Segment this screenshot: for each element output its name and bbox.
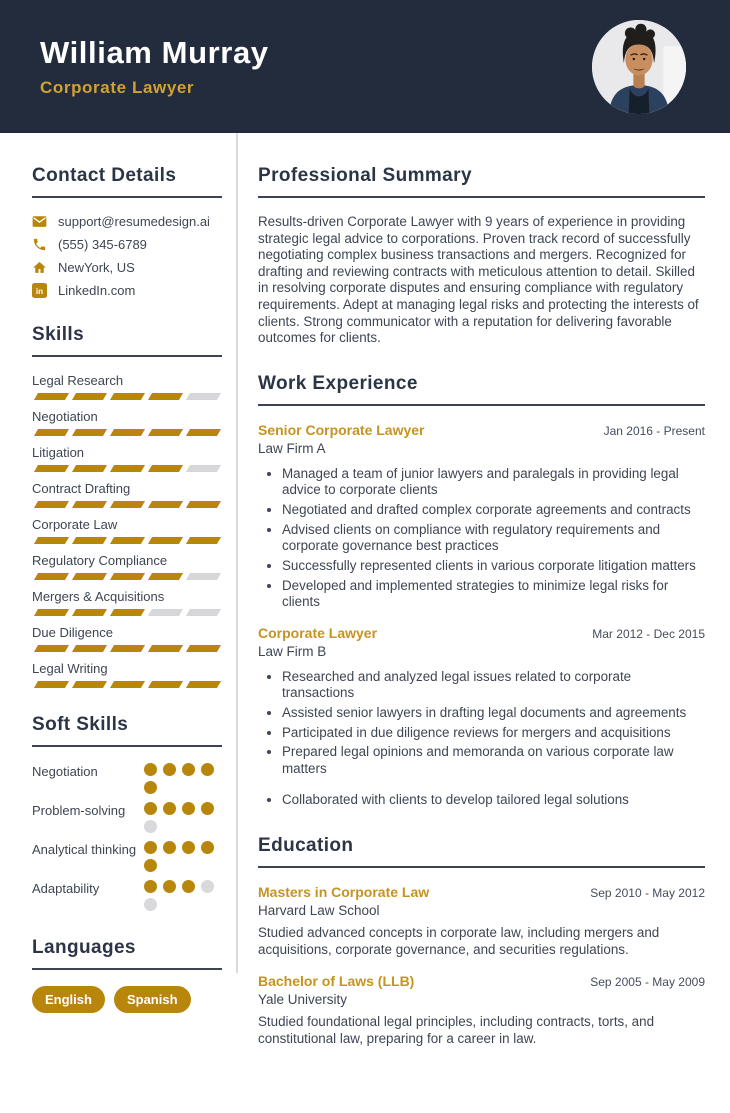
work-experience-heading: Work Experience xyxy=(258,373,705,406)
person-name: William Murray xyxy=(40,35,269,70)
job-title: Corporate Lawyer xyxy=(258,624,378,641)
job-bullet: • Collaborated with clients to develop tailored legal solutions xyxy=(282,792,705,809)
contact-item-phone xyxy=(32,237,222,252)
resume-body xyxy=(0,133,730,1113)
language-tag: Spanish xyxy=(114,986,191,1013)
skill-item xyxy=(32,409,222,436)
contact-section xyxy=(32,165,222,298)
soft-skill-label: Problem-solving xyxy=(32,803,126,818)
degree-title: Bachelor of Laws (LLB) xyxy=(258,973,415,990)
summary-section xyxy=(258,165,705,347)
degree-title: Masters in Corporate Law xyxy=(258,884,430,901)
degree-header xyxy=(258,884,705,900)
job-bullet: • Researched and analyzed legal issues related to corporate transactions xyxy=(282,669,705,702)
job-bullet: • Participated in due diligence reviews for mergers and acquisitions xyxy=(282,725,705,742)
degree-dates: Sep 2005 - May 2009 xyxy=(590,975,705,990)
skill-label: Legal Writing xyxy=(32,661,108,676)
skill-level-bar xyxy=(32,429,222,436)
skill-level-bar xyxy=(32,393,222,400)
contact-item-email xyxy=(32,214,222,229)
svg-text:in: in xyxy=(35,286,44,296)
skill-dots xyxy=(144,802,222,833)
soft-skill-item xyxy=(32,841,222,872)
job-bullet-list xyxy=(258,466,705,611)
skill-label: Litigation xyxy=(32,445,85,460)
skills-heading: Skills xyxy=(32,324,222,357)
contact-item-location xyxy=(32,260,222,275)
degree-description: Studied advanced concepts in corporate law, including mergers and acquisitions, corporate governance, and securities regulations. xyxy=(258,925,660,957)
header-identity xyxy=(40,35,269,98)
summary-heading: Professional Summary xyxy=(258,165,705,198)
home-icon xyxy=(32,260,47,275)
degree-entry xyxy=(258,884,705,958)
skill-level-bar xyxy=(32,501,222,508)
contact-heading: Contact Details xyxy=(32,165,222,198)
skill-level-bar xyxy=(32,645,222,652)
skill-item xyxy=(32,373,222,400)
skill-dots xyxy=(144,763,222,794)
skill-item xyxy=(32,553,222,580)
job-bullet: • Managed a team of junior lawyers and paralegals in providing legal advice to corporate clients xyxy=(282,466,705,499)
person-job-title: Corporate Lawyer xyxy=(40,78,195,97)
job-bullet: • Successfully represented clients in various corporate litigation matters xyxy=(282,558,705,575)
soft-skill-label: Analytical thinking xyxy=(32,842,137,857)
resume-header xyxy=(0,0,730,133)
skill-level-bar xyxy=(32,609,222,616)
skill-label: Legal Research xyxy=(32,373,124,388)
profile-photo-illustration xyxy=(592,20,686,114)
contact-value-linkedin: LinkedIn.com xyxy=(58,283,136,298)
skill-dots xyxy=(144,880,222,911)
soft-skill-item xyxy=(32,763,222,794)
languages-section xyxy=(32,937,222,1013)
work-experience-section xyxy=(258,373,705,809)
skill-level-bar xyxy=(32,465,222,472)
education-heading: Education xyxy=(258,835,705,868)
summary-text: Results-driven Corporate Lawyer with 9 years of experience in providing strategic legal advice to corporations. Proven track record of successfully negotiating complex business transactions and mergers. Recognized for drafting and reviewing contracts with meticulous attention to detail. Skilled in resolving corporate disputes and ensuring compliance with regulatory requirements. Adept at managing legal risks and protecting the interests of clients. Strong communicator with a reputation for delivering favorable outcomes for clients. xyxy=(258,214,699,346)
contact-value-email: support@resumedesign.ai xyxy=(58,214,210,229)
email-icon xyxy=(32,214,47,229)
skill-item xyxy=(32,589,222,616)
contact-value-phone: (555) 345-6789 xyxy=(58,237,147,252)
job-dates: Mar 2012 - Dec 2015 xyxy=(592,626,705,641)
skills-section xyxy=(32,324,222,688)
skill-item xyxy=(32,661,222,688)
soft-skill-item xyxy=(32,802,222,833)
job-title: Senior Corporate Lawyer xyxy=(258,421,425,438)
degree-dates: Sep 2010 - May 2012 xyxy=(590,886,705,901)
skill-dots xyxy=(144,841,222,872)
soft-skills-section xyxy=(32,714,222,911)
main-column xyxy=(238,133,730,1113)
soft-skill-item xyxy=(32,880,222,911)
job-entry xyxy=(258,625,705,809)
job-dates: Jan 2016 - Present xyxy=(603,423,705,438)
linkedin-icon xyxy=(32,283,47,298)
education-section xyxy=(258,835,705,1047)
skill-label: Negotiation xyxy=(32,409,98,424)
job-bullet-list xyxy=(258,669,705,809)
skill-level-bar xyxy=(32,573,222,580)
degree-school: Harvard Law School xyxy=(258,903,380,919)
soft-skill-label: Negotiation xyxy=(32,764,98,779)
skill-level-bar xyxy=(32,537,222,544)
profile-photo xyxy=(592,20,686,114)
skill-label: Corporate Law xyxy=(32,517,118,532)
job-company: Law Firm A xyxy=(258,440,326,456)
skill-label: Mergers & Acquisitions xyxy=(32,589,165,604)
skill-label: Contract Drafting xyxy=(32,481,131,496)
job-bullet: • Developed and implemented strategies to minimize legal risks for clients xyxy=(282,578,705,611)
job-company: Law Firm B xyxy=(258,643,327,659)
job-bullet: • Assisted senior lawyers in drafting legal documents and agreements xyxy=(282,705,705,722)
language-tag: English xyxy=(32,986,105,1013)
skill-item xyxy=(32,625,222,652)
contact-item-linkedin xyxy=(32,283,222,298)
languages-heading: Languages xyxy=(32,937,222,970)
phone-icon xyxy=(32,237,47,252)
job-bullet: • Negotiated and drafted complex corporate agreements and contracts xyxy=(282,502,705,519)
job-bullet: • Advised clients on compliance with regulatory requirements and corporate governance best practices xyxy=(282,522,705,555)
skill-item xyxy=(32,517,222,544)
sidebar xyxy=(0,133,236,1113)
skill-item xyxy=(32,481,222,508)
skill-level-bar xyxy=(32,681,222,688)
job-entry xyxy=(258,422,705,611)
degree-entry xyxy=(258,973,705,1047)
degree-description: Studied foundational legal principles, including contracts, torts, and constitutional law, preparing for a career in law. xyxy=(258,1014,655,1046)
job-header xyxy=(258,422,705,438)
degree-header xyxy=(258,973,705,989)
soft-skill-label: Adaptability xyxy=(32,881,100,896)
skill-label: Due Diligence xyxy=(32,625,113,640)
skill-label: Regulatory Compliance xyxy=(32,553,168,568)
soft-skills-heading: Soft Skills xyxy=(32,714,222,747)
degree-school: Yale University xyxy=(258,992,348,1008)
job-header xyxy=(258,625,705,641)
skill-item xyxy=(32,445,222,472)
job-bullet: • Prepared legal opinions and memoranda on various corporate law matters xyxy=(282,744,705,777)
contact-value-location: NewYork, US xyxy=(58,260,135,275)
